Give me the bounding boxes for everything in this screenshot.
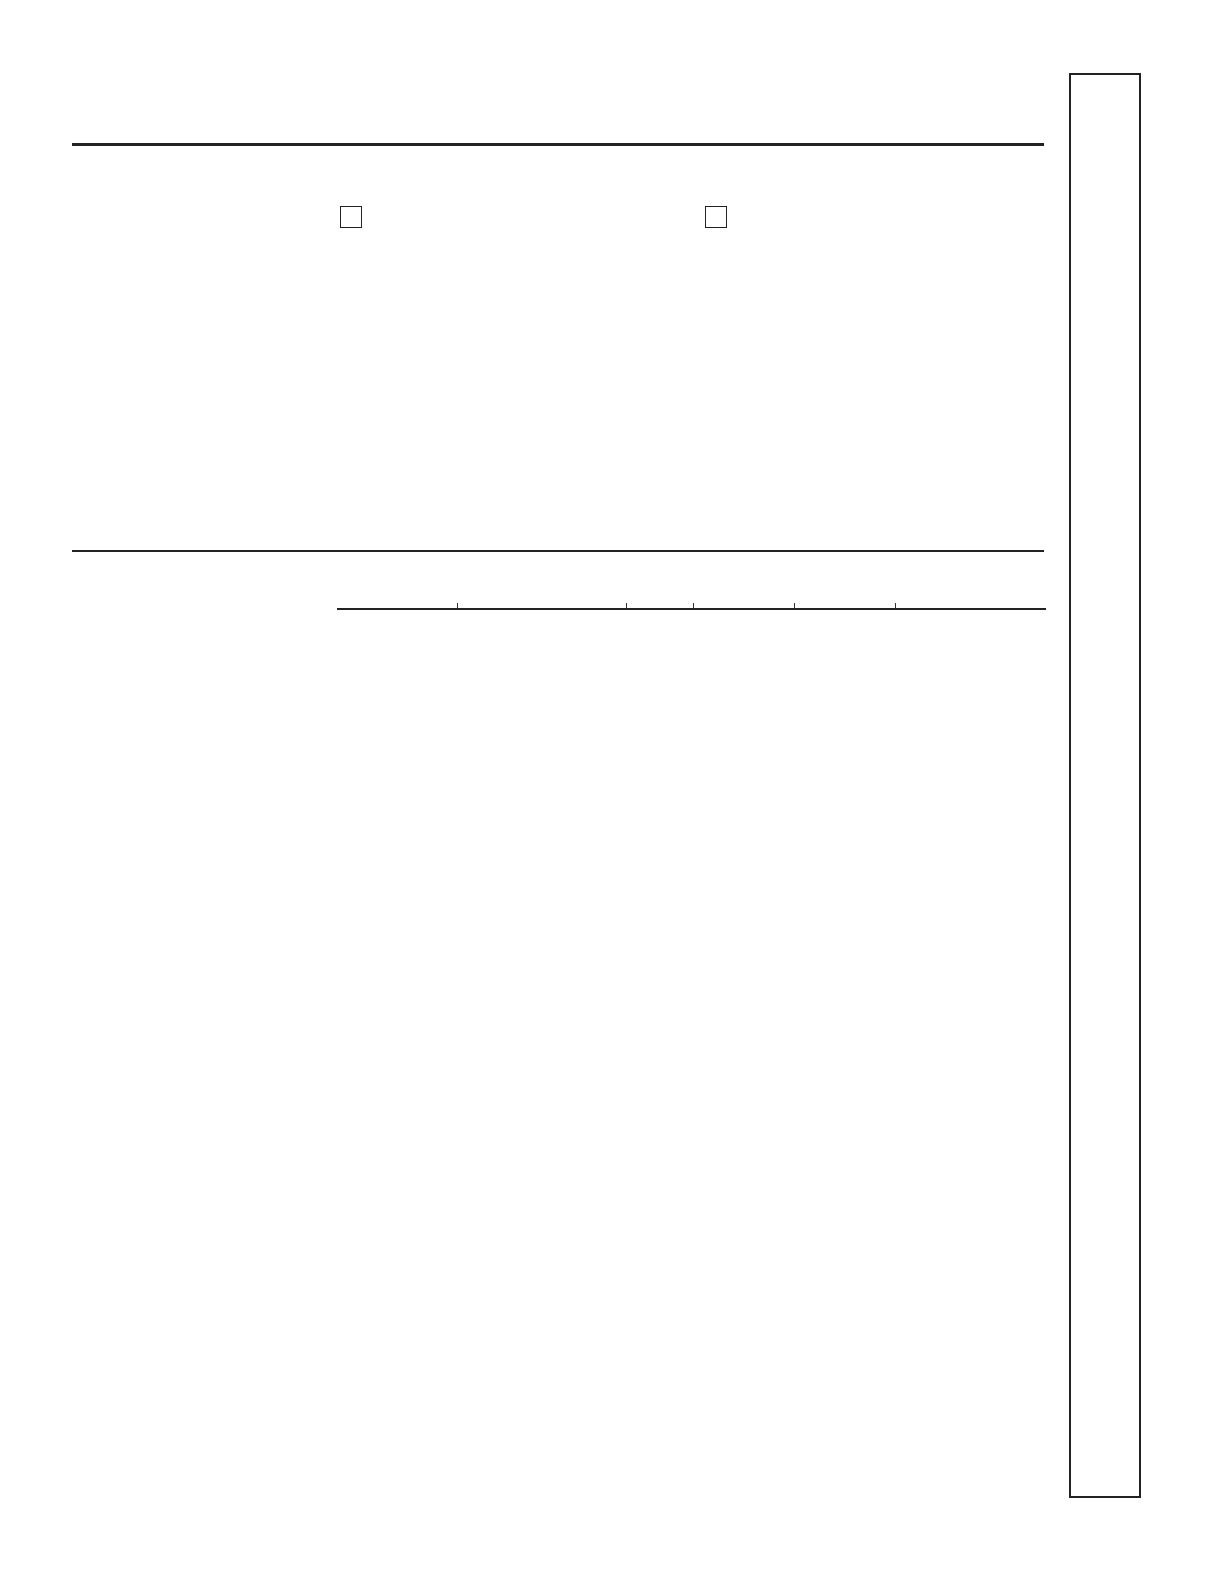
header-comments: [896, 603, 1047, 609]
header-food: [337, 603, 458, 609]
table-header-row: [337, 603, 1046, 609]
header-quantity: [458, 603, 627, 609]
broil-instructions-left: [340, 196, 680, 204]
header-second-side: [795, 603, 896, 609]
broil-instructions-right: [705, 196, 1045, 204]
section-tabs: [1069, 73, 1141, 1498]
broil-guide-table: [337, 603, 1046, 610]
middle-rule: [72, 550, 1044, 552]
header-position: [627, 603, 694, 609]
step-number: [340, 206, 362, 228]
top-rule: [72, 143, 1044, 146]
header-first-side: [694, 603, 795, 609]
step-number: [705, 206, 727, 228]
